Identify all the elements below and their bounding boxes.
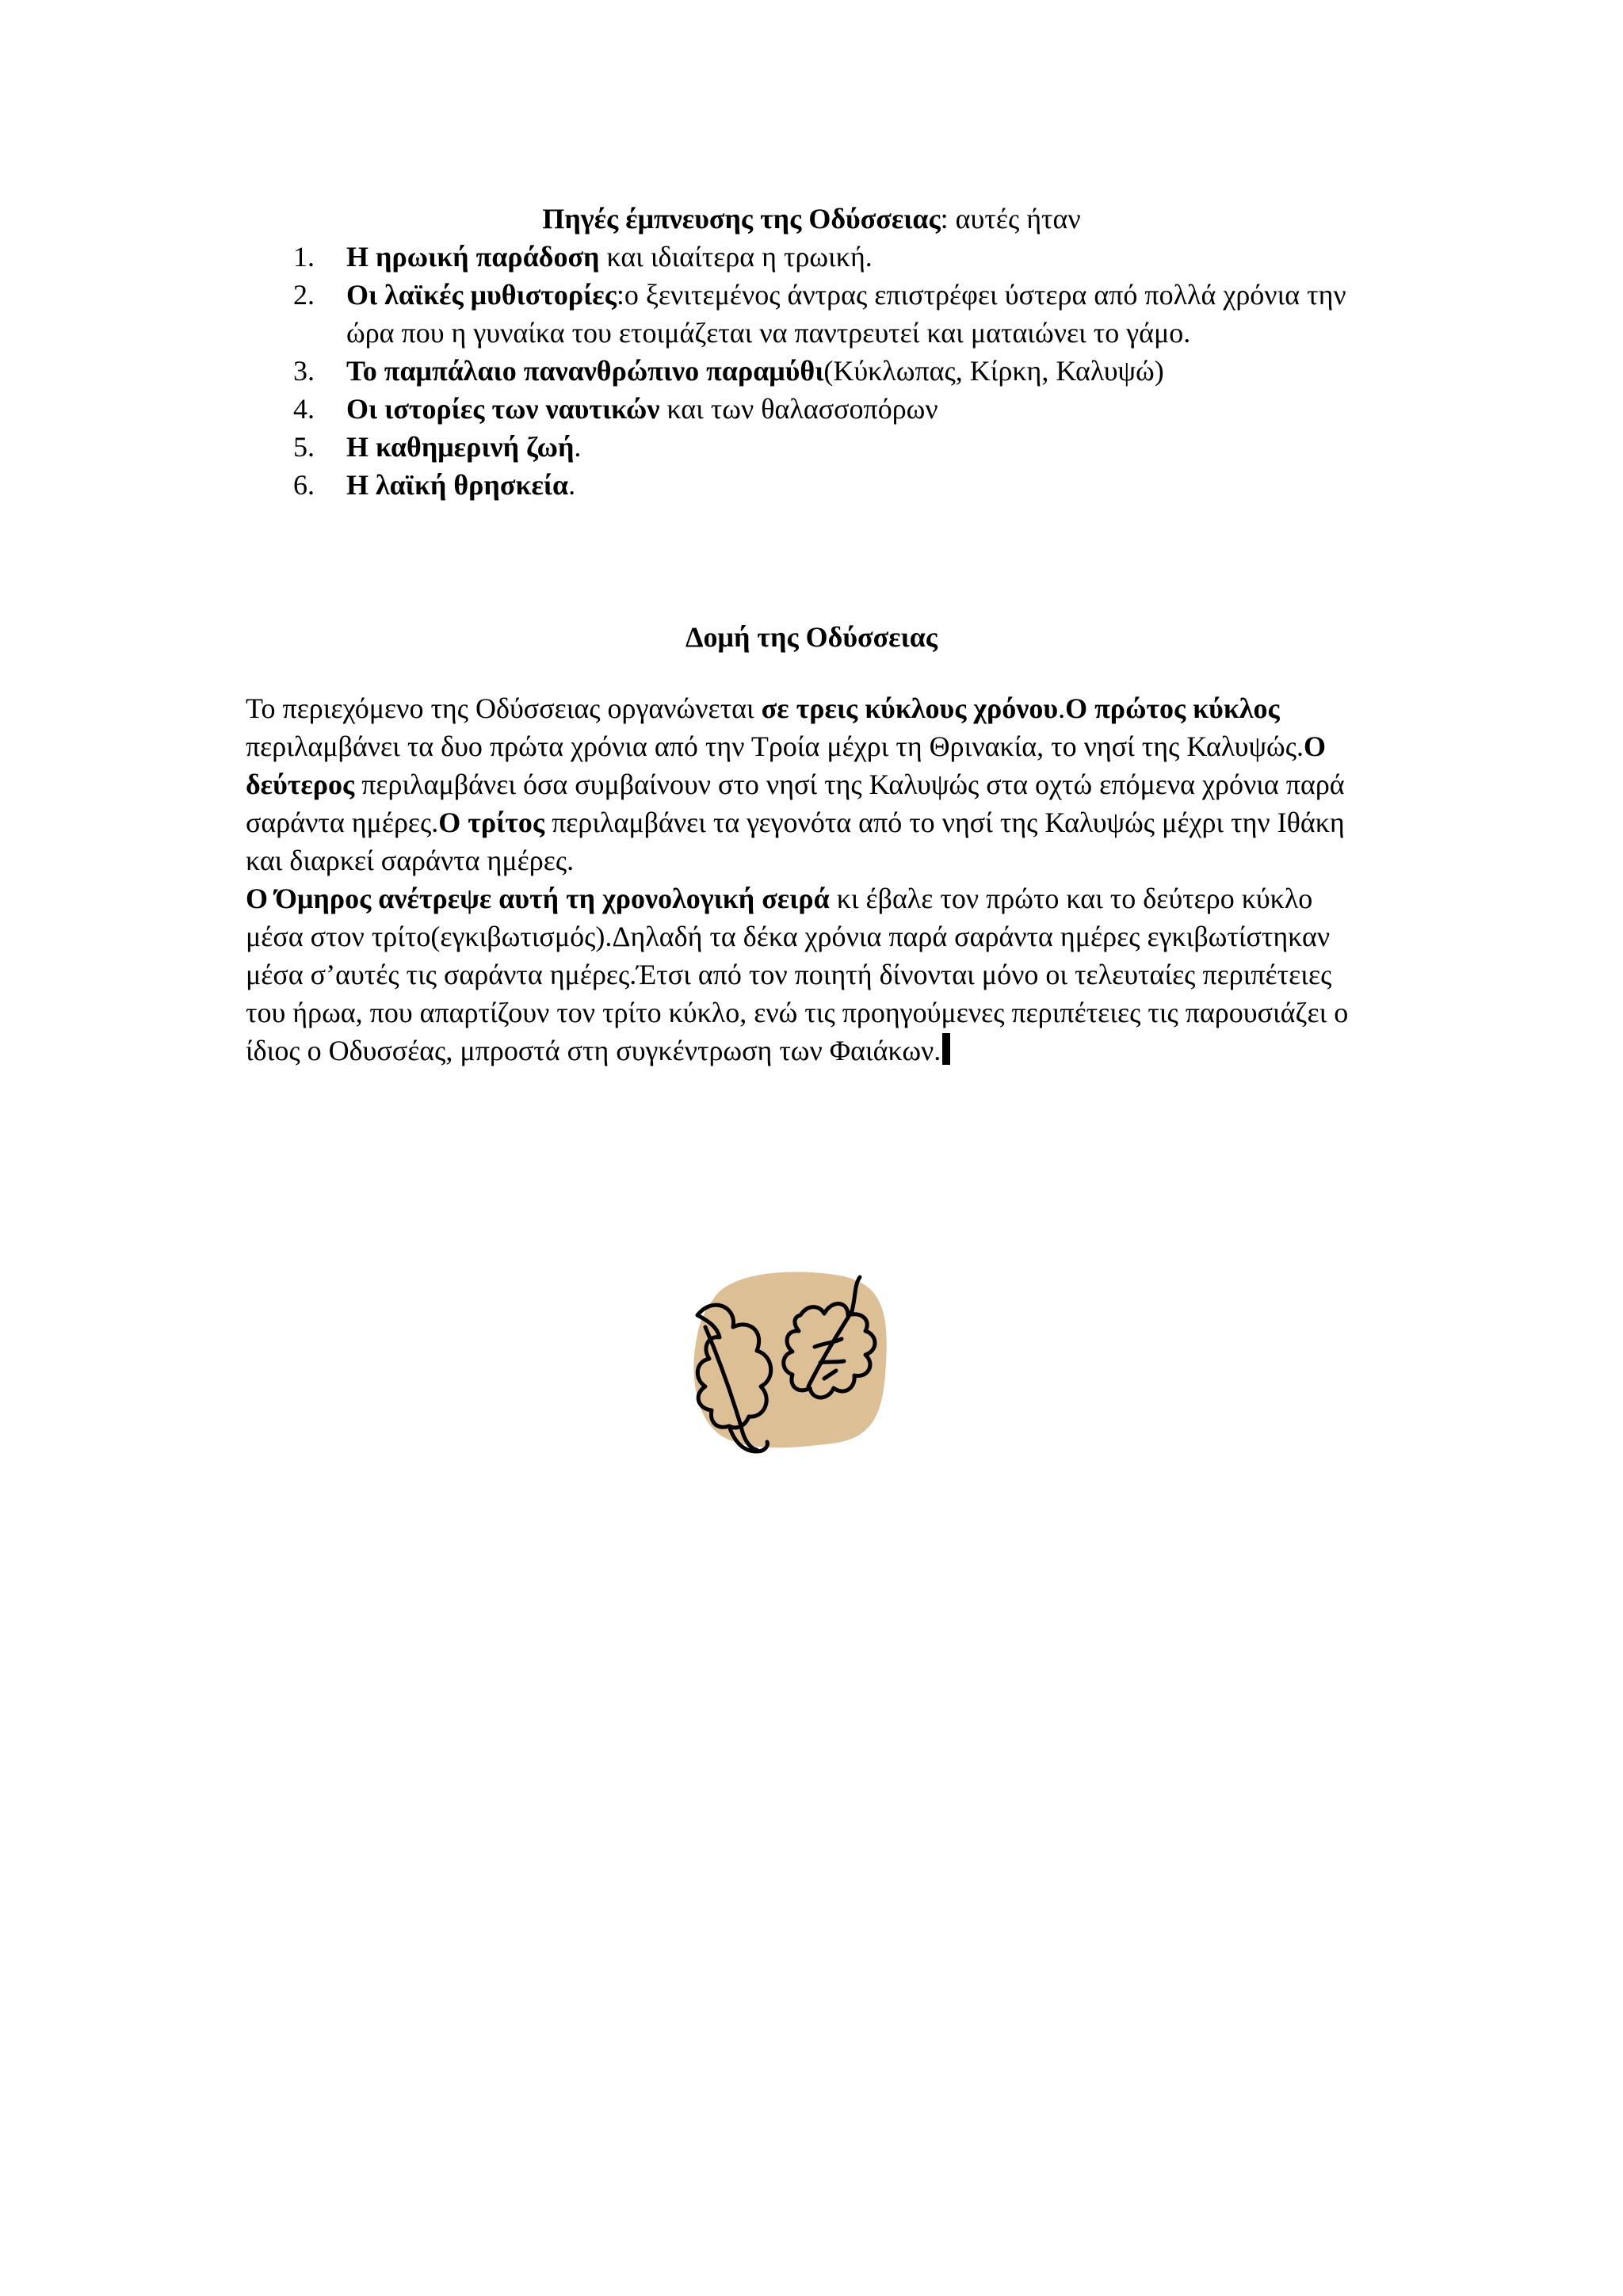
structure-heading: Δομή της Οδύσσειας xyxy=(685,621,938,653)
paragraph-bold: σε τρεις κύκλους χρόνου xyxy=(761,692,1059,724)
paragraph-bold: Ο τρίτος xyxy=(438,807,545,838)
paragraph-text: περιλαμβάνει τα δυο πρώτα χρόνια από την Τροία μέχρι τη Θρινακία, το νησί της Καλυψώς. xyxy=(246,730,1304,762)
text-cursor xyxy=(942,1033,950,1065)
structure-paragraph-1 xyxy=(246,689,1371,879)
autumn-leaves-clipart-icon xyxy=(682,1268,896,1466)
inspiration-list xyxy=(293,238,1371,504)
list-item-text: . xyxy=(568,469,576,501)
paragraph-bold: Ο δεύτερος xyxy=(246,730,1327,800)
list-item-text: και των θαλασσοπόρων xyxy=(659,393,938,425)
list-item-bold: Η ηρωική παράδοση xyxy=(346,241,600,273)
list-item-text: . xyxy=(574,431,582,463)
list-item-bold: Η καθημερινή ζωή xyxy=(346,431,575,463)
inspiration-heading-bold: Πηγές έμπνευσης της Οδύσσειας xyxy=(542,203,941,235)
list-item xyxy=(293,428,1371,466)
list-number: 6. xyxy=(293,469,315,501)
list-item-bold: Η λαϊκή θρησκεία xyxy=(346,469,569,501)
list-number: 2. xyxy=(293,279,315,311)
list-item xyxy=(293,466,1371,504)
paragraph-text: . xyxy=(1058,692,1066,724)
paragraph-text: κι έβαλε τον πρώτο και το δεύτερο κύκλο μέσα στον τρίτο(εγκιβωτισμός).Δηλαδή τα δέκα χρόνια παρά σαράντα ημέρες εγκιβωτίστηκαν μέσα σ’αυτές τις σαράντα ημέρες.Έτσι από τον ποιητή δίνονται μόνο οι τελευταίες περιπέτειες του ήρωα, που απαρτίζουν τον τρίτο κύκλο, ενώ τις προηγούμενες περιπέτειες τις παρουσιάζει ο ίδιος ο Οδυσσέας, μπροστά στη συγκέντρωση των Φαιάκων. xyxy=(246,883,1349,1066)
inspiration-heading xyxy=(0,200,1623,238)
list-item-bold: Το παμπάλαιο πανανθρώπινο παραμύθι xyxy=(346,355,824,387)
paragraph-bold: Ο Όμηρος ανέτρεψε αυτή τη χρονολογική σειρά xyxy=(246,883,830,914)
list-item-text: και ιδιαίτερα η τρωική. xyxy=(599,241,873,273)
paragraph-bold: Ο πρώτος κύκλος xyxy=(1065,692,1280,724)
list-number: 4. xyxy=(293,393,315,425)
structure-body xyxy=(246,689,1371,1070)
paragraph-text: περιλαμβάνει όσα συμβαίνουν στο νησί της Καλυψώς στα οχτώ επόμενα χρόνια παρά σαράντα ημέρες. xyxy=(246,769,1345,838)
list-number: 1. xyxy=(293,241,315,273)
list-number: 5. xyxy=(293,431,315,463)
paragraph-text: περιλαμβάνει τα γεγονότα από το νησί της Καλυψώς μέχρι την Ιθάκη και διαρκεί σαράντα ημέρες. xyxy=(246,807,1345,876)
inspiration-heading-rest: : αυτές ήταν xyxy=(940,203,1081,235)
list-item xyxy=(293,352,1371,390)
list-item xyxy=(293,276,1371,352)
list-item xyxy=(293,390,1371,428)
list-item-bold: Οι ιστορίες των ναυτικών xyxy=(346,393,660,425)
list-item xyxy=(293,238,1371,276)
structure-paragraph-2 xyxy=(246,879,1371,1070)
list-number: 3. xyxy=(293,355,315,387)
list-item-text: :ο ξενιτεμένος άντρας επιστρέφει ύστερα από πολλά χρόνια την ώρα που η γυναίκα του ετοιμάζεται να παντρευτεί και ματαιώνει το γάμο. xyxy=(346,279,1346,349)
paragraph-text: Το περιεχόμενο της Οδύσσειας οργανώνεται xyxy=(246,692,762,724)
list-item-bold: Οι λαϊκές μυθιστορίες xyxy=(346,279,617,311)
list-item-text: (Κύκλωπας, Κίρκη, Καλυψώ) xyxy=(823,355,1164,387)
